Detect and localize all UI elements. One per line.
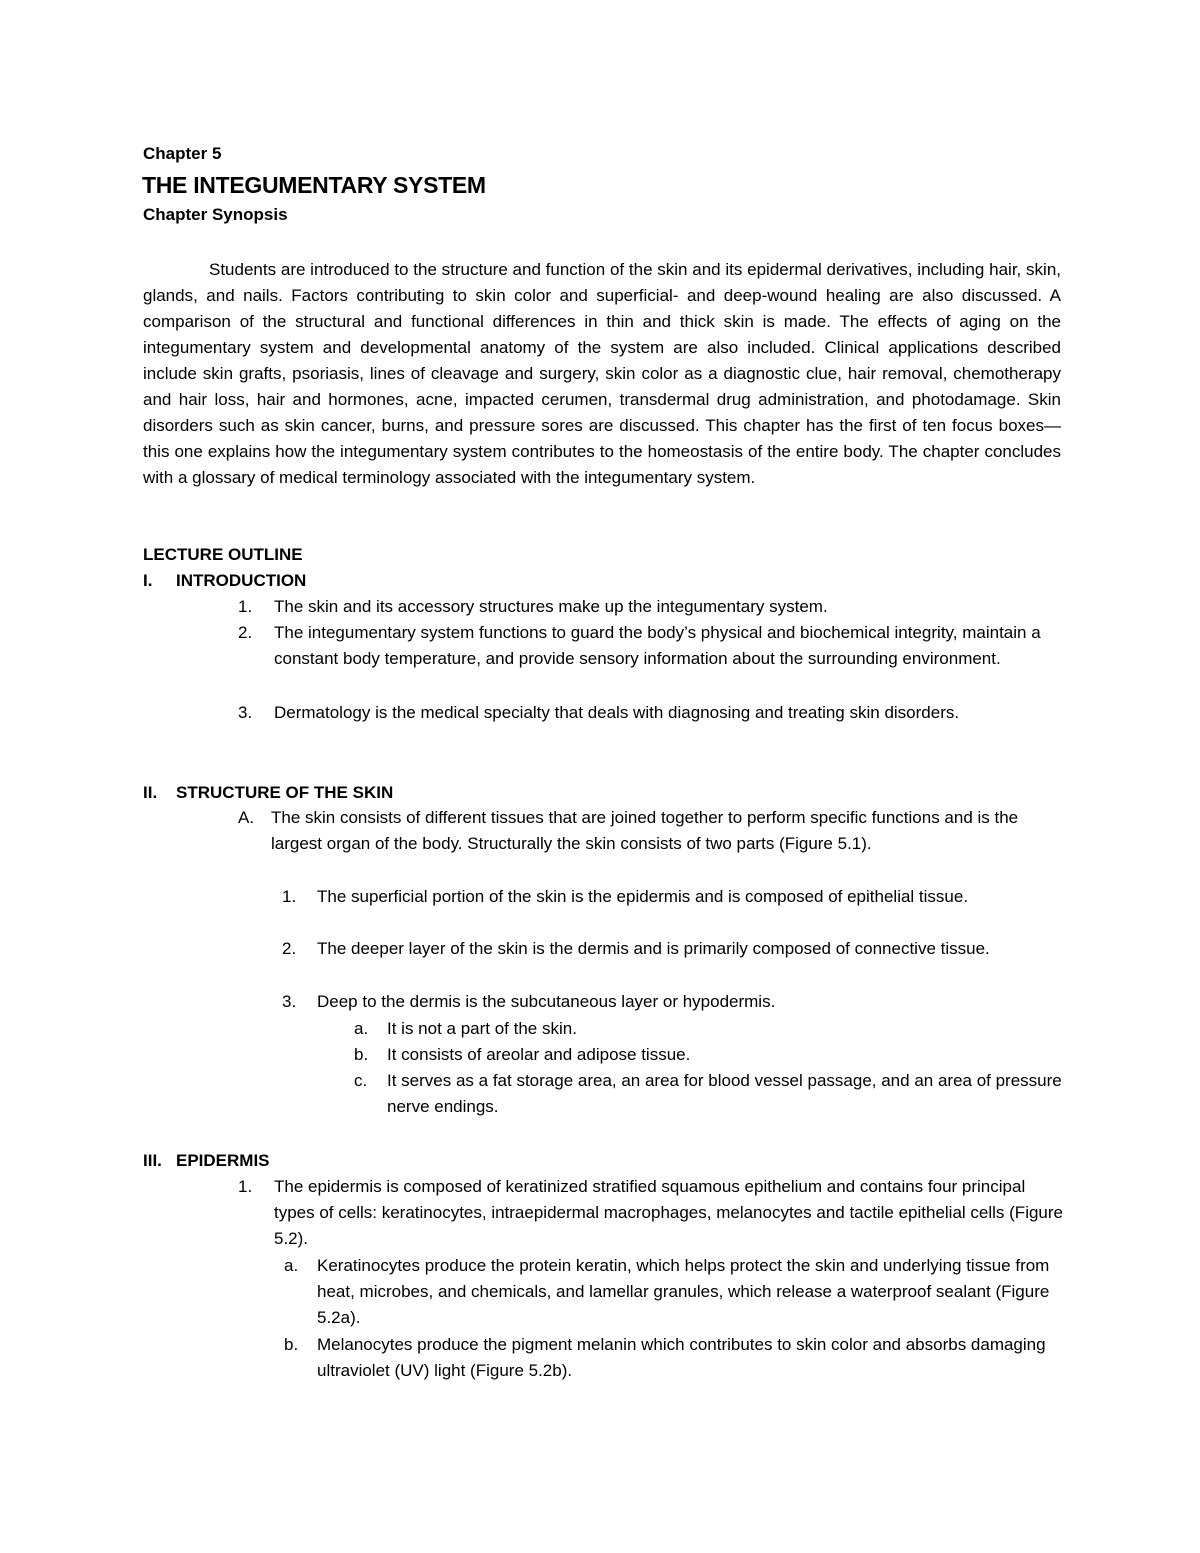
list-marker: b. xyxy=(354,1045,369,1064)
list-item-text: It consists of areolar and adipose tissue. xyxy=(387,1045,691,1064)
list-item xyxy=(354,1016,1068,1042)
list-item xyxy=(238,594,1068,620)
list-item xyxy=(238,620,1068,672)
section-number: III. xyxy=(143,1151,162,1170)
list-marker: 1. xyxy=(238,1177,253,1196)
list-item-text: The skin and its accessory structures make up the integumentary system. xyxy=(274,597,828,616)
list-marker: 1. xyxy=(238,597,253,616)
section-heading-epidermis xyxy=(143,1150,270,1172)
section-number: II. xyxy=(143,783,158,802)
list-item xyxy=(282,884,1068,910)
list-item-text: Melanocytes produce the pigment melanin which contributes to skin color and absorbs damaging ultraviolet (UV) light (Figure 5.2b). xyxy=(317,1335,1046,1380)
list-item xyxy=(354,1042,1068,1068)
section-heading-structure xyxy=(143,782,393,804)
list-item xyxy=(284,1332,1068,1384)
section-title: INTRODUCTION xyxy=(176,571,307,590)
list-item xyxy=(284,1253,1068,1331)
section-heading-introduction xyxy=(143,570,306,592)
section-title: STRUCTURE OF THE SKIN xyxy=(176,783,394,802)
outline-heading: LECTURE OUTLINE xyxy=(143,545,303,564)
section-number: I. xyxy=(143,571,153,590)
list-marker: 1. xyxy=(282,887,297,906)
list-item-text: Keratinocytes produce the protein keratin, which helps protect the skin and underlying tissue from heat, microbes, and chemicals, and lamellar granules, which release a waterproof sealant (Figure 5.2a). xyxy=(317,1256,1050,1327)
list-item-text: The epidermis is composed of keratinized stratified squamous epithelium and contains four principal types of cells: keratinocytes, intraepidermal macrophages, melanocytes and tactile epithelial cells (Figure 5.2). xyxy=(274,1177,1063,1248)
list-marker: 3. xyxy=(282,992,297,1011)
list-marker: 3. xyxy=(238,703,253,722)
list-item-text: The deeper layer of the skin is the dermis and is primarily composed of connective tissue. xyxy=(317,939,990,958)
list-item-text: It serves as a fat storage area, an area for blood vessel passage, and an area of pressure nerve endings. xyxy=(387,1071,1062,1116)
list-item-text: The superficial portion of the skin is the epidermis and is composed of epithelial tissue. xyxy=(317,887,969,906)
list-item-text: It is not a part of the skin. xyxy=(387,1019,577,1038)
chapter-label: Chapter 5 xyxy=(143,144,222,163)
section-title: EPIDERMIS xyxy=(176,1151,270,1170)
list-item-text: Dermatology is the medical specialty that deals with diagnosing and treating skin disorders. xyxy=(274,703,960,722)
list-marker: 2. xyxy=(238,623,253,642)
synopsis-heading: Chapter Synopsis xyxy=(143,205,288,224)
list-marker: a. xyxy=(354,1019,369,1038)
list-item-text: The integumentary system functions to guard the body’s physical and biochemical integrity, maintain a constant body temperature, and provide sensory information about the surrounding environment. xyxy=(274,623,1041,668)
list-item-text: Deep to the dermis is the subcutaneous layer or hypodermis. xyxy=(317,992,776,1011)
list-item xyxy=(282,936,1068,962)
list-item xyxy=(238,805,1068,857)
list-marker: c. xyxy=(354,1071,368,1090)
list-item xyxy=(238,1174,1068,1252)
list-item xyxy=(354,1068,1068,1120)
list-item xyxy=(238,700,1068,726)
list-marker: a. xyxy=(284,1256,299,1275)
synopsis-paragraph: Students are introduced to the structure and function of the skin and its epidermal derivatives, including hair, skin, glands, and nails. Factors contributing to skin color and superficial- and deep-wound healing are also discussed. A comparison of the structural and functional differences in thin and thick skin is made. The effects of aging on the integumentary system and developmental anatomy of the system are also included. Clinical applications described include skin grafts, psoriasis, lines of cleavage and surgery, skin color as a diagnostic clue, hair removal, chemotherapy and hair loss, hair and hormones, acne, impacted cerumen, transdermal drug administration, and photodamage. Skin disorders such as skin cancer, burns, and pressure sores are discussed. This chapter has the first of ten focus boxes—this one explains how the integumentary system contributes to the homeostasis of the entire body. The chapter concludes with a glossary of medical terminology associated with the integumentary system. xyxy=(143,260,1061,487)
list-marker: 2. xyxy=(282,939,297,958)
list-marker: b. xyxy=(284,1335,299,1354)
page-title: THE INTEGUMENTARY SYSTEM xyxy=(142,172,486,198)
list-item-text: The skin consists of different tissues that are joined together to perform specific functions and is the largest organ of the body. Structurally the skin consists of two parts (Figure 5.1). xyxy=(271,808,1019,853)
list-item xyxy=(282,989,1068,1015)
list-marker: A. xyxy=(238,808,255,827)
